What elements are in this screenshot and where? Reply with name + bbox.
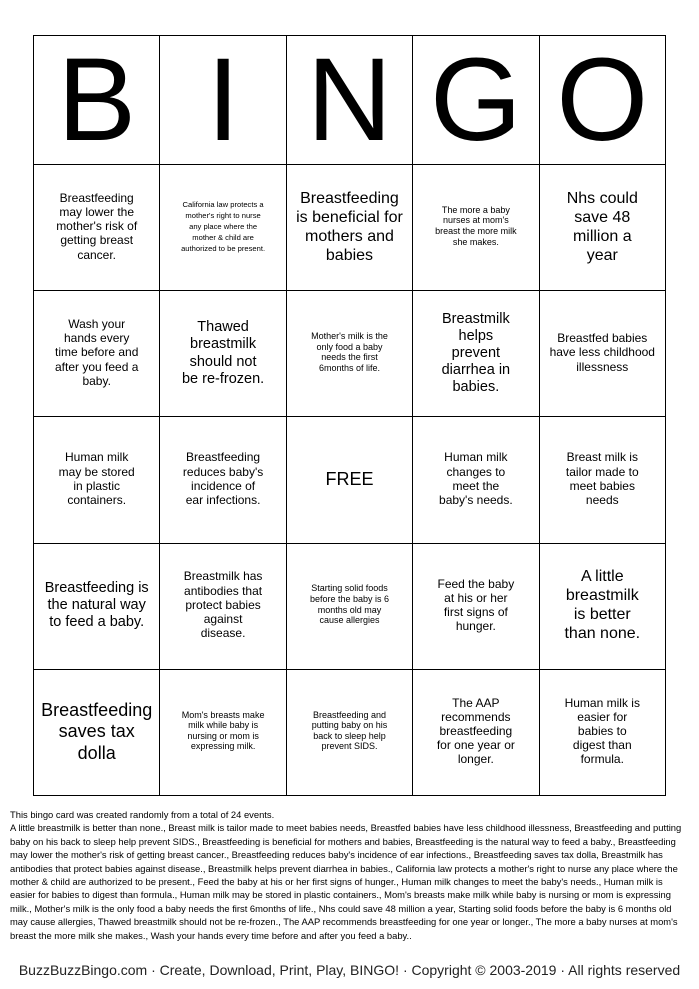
bingo-cell: Wash your hands every time before and after you feed a baby. (34, 291, 160, 417)
header-letter-b: B (34, 36, 160, 165)
bingo-cell: A little breastmilk is better than none. (539, 543, 665, 669)
bingo-cell: Breastfeeding may lower the mother's risk of getting breast cancer. (34, 165, 160, 291)
bingo-cell: Breast milk is tailor made to meet babies needs (539, 417, 665, 543)
bingo-cell: Breastfed babies have less childhood illessness (539, 291, 665, 417)
bingo-cell: Breastfeeding is the natural way to feed a baby. (34, 543, 160, 669)
bingo-cell: Starting solid foods before the baby is 6 months old may cause allergies (286, 543, 412, 669)
bingo-row (34, 165, 666, 291)
bingo-cell: Mom's breasts make milk while baby is nursing or mom is expressing milk. (160, 669, 286, 795)
event-list-intro: This bingo card was created randomly from a total of 24 events. (10, 809, 275, 820)
bingo-cell: Breastfeeding reduces baby's incidence of ear infections. (160, 417, 286, 543)
event-list (10, 808, 690, 942)
bingo-cell: Breastmilk has antibodies that protect babies against disease. (160, 543, 286, 669)
bingo-cell: Feed the baby at his or her first signs of hunger. (413, 543, 539, 669)
header-letter-n: N (286, 36, 412, 165)
bingo-cell: Human milk is easier for babies to digest than formula. (539, 669, 665, 795)
free-space: FREE (286, 417, 412, 543)
bingo-row (34, 543, 666, 669)
bingo-cell: Breastmilk helps prevent diarrhea in babies. (413, 291, 539, 417)
bingo-cell: The AAP recommends breastfeeding for one year or longer. (413, 669, 539, 795)
bingo-cell: Breastfeeding is beneficial for mothers and babies (286, 165, 412, 291)
bingo-card (33, 35, 666, 796)
bingo-cell: Breastfeeding and putting baby on his back to sleep help prevent SIDS. (286, 669, 412, 795)
event-list-items: A little breastmilk is better than none., Breast milk is tailor made to meet babies needs, Breastfed babies have less childhood illessness, Breastfeeding and putting baby on his back to sleep help prevent SIDS., Breastfeeding is beneficial for mothers and babies, Breastfeeding is the natural way to feed a baby., Breastfeeding may lower the mother's risk of getting breast cancer., Breastfeeding reduces baby's incidence of ear infections., Breastfeeding saves tax dolla, Breastmilk has antibodies that protect babies against disease., Breastmilk helps prevent diarrhea in babies., California law protects a mother's right to nurse any place where the mother & child are authorized to be present., Feed the baby at his or her first signs of hunger., Human milk changes to meet the baby's needs., Human milk is easier for babies to digest than formula., Human milk may be stored in plastic containers., Mom's breasts make milk while baby is nursing or mom is expressing milk., Mother's milk is the only food a baby needs the first 6months of life., Nhs could save 48 million a year, Starting solid foods before the baby is 6 months old may cause allergies, Thawed breastmilk should not be re-frozen., The AAP recommends breastfeeding for one year or longer., The more a baby nurses at mom's breast the more milk she makes., Wash your hands every time before and after you feed a baby.. (10, 822, 682, 941)
header-letter-o: O (539, 36, 665, 165)
bingo-cell: Thawed breastmilk should not be re-frozen. (160, 291, 286, 417)
bingo-row (34, 669, 666, 795)
bingo-cell: Human milk may be stored in plastic containers. (34, 417, 160, 543)
bingo-row (34, 291, 666, 417)
header-letter-i: I (160, 36, 286, 165)
bingo-row (34, 417, 666, 543)
header-letter-g: G (413, 36, 539, 165)
bingo-cell: The more a baby nurses at mom's breast the more milk she makes. (413, 165, 539, 291)
bingo-header-row (34, 36, 666, 165)
bingo-cell: Nhs could save 48 million a year (539, 165, 665, 291)
bingo-cell: Human milk changes to meet the baby's needs. (413, 417, 539, 543)
bingo-cell: Breastfeeding saves tax dolla (34, 669, 160, 795)
bingo-cell: California law protects a mother's right to nurse any place where the mother & child are authorized to be present. (160, 165, 286, 291)
bingo-cell: Mother's milk is the only food a baby needs the first 6months of life. (286, 291, 412, 417)
copyright-footer: BuzzBuzzBingo.com · Create, Download, Print, Play, BINGO! · Copyright © 2003-2019 · All rights reserved (18, 962, 681, 978)
